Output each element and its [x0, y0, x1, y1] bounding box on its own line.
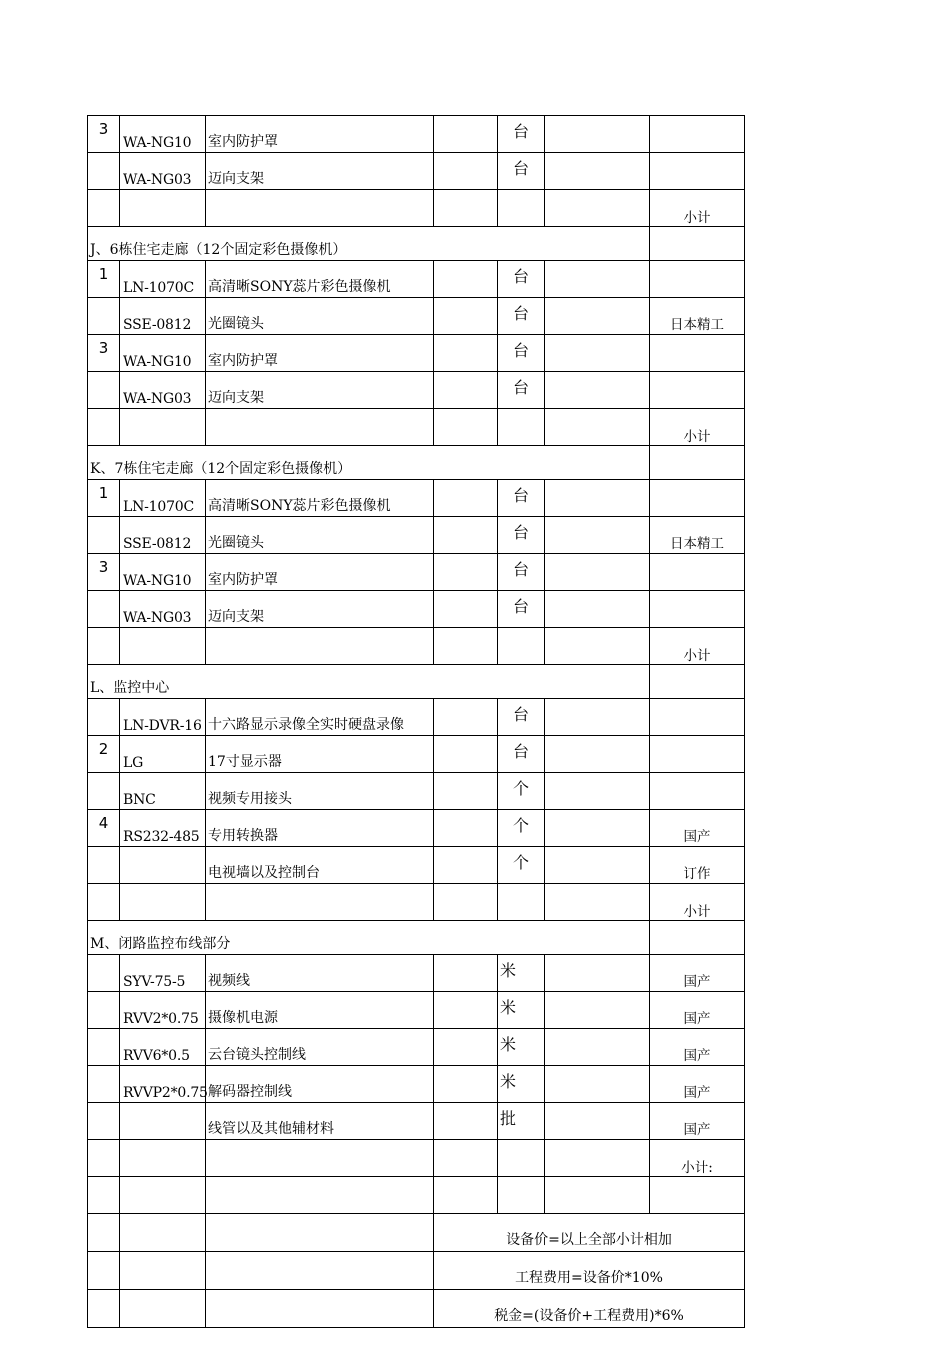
model-code-cell[interactable]: [120, 1140, 206, 1177]
price-cell[interactable]: [545, 992, 650, 1029]
model-code-cell[interactable]: SSE-0812: [120, 517, 206, 554]
note-cell[interactable]: [650, 736, 745, 773]
item-name-cell[interactable]: [206, 628, 434, 665]
item-name-cell[interactable]: 高清晰SONY蕊片彩色摄像机: [206, 261, 434, 298]
section-title[interactable]: J、6栋住宅走廊（12个固定彩色摄像机）: [88, 227, 650, 261]
item-name-cell[interactable]: 解码器控制线: [206, 1066, 434, 1103]
item-number-cell[interactable]: [88, 153, 120, 190]
price-cell[interactable]: [545, 1029, 650, 1066]
section-title[interactable]: K、7栋住宅走廊（12个固定彩色摄像机）: [88, 446, 650, 480]
formula-text[interactable]: 工程费用=设备价*10%: [434, 1252, 745, 1290]
item-number-cell[interactable]: [88, 1252, 120, 1290]
unit-cell[interactable]: 台: [498, 736, 545, 773]
quantity-cell[interactable]: [434, 773, 498, 810]
model-code-cell[interactable]: LN-1070C: [120, 261, 206, 298]
item-number-cell[interactable]: [88, 955, 120, 992]
table-row: [88, 298, 745, 335]
quantity-cell[interactable]: [434, 1177, 498, 1214]
table-row: [88, 1140, 745, 1177]
quantity-cell[interactable]: [434, 480, 498, 517]
item-name-cell[interactable]: 迈向支架: [206, 153, 434, 190]
item-name-cell[interactable]: 云台镜头控制线: [206, 1029, 434, 1066]
unit-cell[interactable]: 台: [498, 480, 545, 517]
quantity-cell[interactable]: [434, 1140, 498, 1177]
price-cell[interactable]: [545, 190, 650, 227]
quantity-cell[interactable]: [434, 409, 498, 446]
unit-cell[interactable]: 台: [498, 372, 545, 409]
note-cell[interactable]: 小计: [650, 628, 745, 665]
model-code-cell[interactable]: [120, 847, 206, 884]
table-row: [88, 810, 745, 847]
item-number-cell[interactable]: 1: [88, 261, 120, 298]
item-name-cell[interactable]: 光圈镜头: [206, 517, 434, 554]
model-code-cell[interactable]: RVV2*0.75: [120, 992, 206, 1029]
item-number-cell[interactable]: [88, 1103, 120, 1140]
price-cell[interactable]: [545, 736, 650, 773]
quantity-cell[interactable]: [434, 1066, 498, 1103]
table-row: [88, 153, 745, 190]
item-number-cell[interactable]: [88, 773, 120, 810]
table-row: [88, 773, 745, 810]
table-row: [88, 955, 745, 992]
item-name-cell[interactable]: [206, 190, 434, 227]
quantity-cell[interactable]: [434, 699, 498, 736]
note-cell[interactable]: [650, 153, 745, 190]
note-cell[interactable]: [650, 116, 745, 153]
item-name-cell[interactable]: 高清晰SONY蕊片彩色摄像机: [206, 480, 434, 517]
item-name-cell[interactable]: [206, 1252, 434, 1290]
item-number-cell[interactable]: [88, 628, 120, 665]
price-cell[interactable]: [545, 153, 650, 190]
price-cell[interactable]: [545, 335, 650, 372]
quantity-cell[interactable]: [434, 955, 498, 992]
model-code-cell[interactable]: [120, 190, 206, 227]
quantity-cell[interactable]: [434, 810, 498, 847]
price-cell[interactable]: [545, 480, 650, 517]
note-cell[interactable]: 国产: [650, 1103, 745, 1140]
item-name-cell[interactable]: 视频专用接头: [206, 773, 434, 810]
note-cell[interactable]: 日本精工: [650, 298, 745, 335]
item-number-cell[interactable]: [88, 1290, 120, 1328]
section-row: [88, 665, 745, 699]
formula-text[interactable]: 税金=(设备价+工程费用)*6%: [434, 1290, 745, 1328]
model-code-cell[interactable]: [120, 1290, 206, 1328]
item-number-cell[interactable]: [88, 591, 120, 628]
item-name-cell[interactable]: [206, 409, 434, 446]
formula-row: [88, 1290, 745, 1328]
note-cell[interactable]: [650, 1177, 745, 1214]
item-number-cell[interactable]: [88, 699, 120, 736]
quantity-cell[interactable]: [434, 591, 498, 628]
item-name-cell[interactable]: [206, 1140, 434, 1177]
price-cell[interactable]: [545, 699, 650, 736]
note-cell[interactable]: [650, 699, 745, 736]
price-cell[interactable]: [545, 1103, 650, 1140]
table-row: [88, 116, 745, 153]
note-cell[interactable]: 国产: [650, 1029, 745, 1066]
model-code-cell[interactable]: RVVP2*0.75: [120, 1066, 206, 1103]
item-number-cell[interactable]: 3: [88, 335, 120, 372]
item-number-cell[interactable]: [88, 992, 120, 1029]
quantity-cell[interactable]: [434, 298, 498, 335]
note-cell[interactable]: 日本精工: [650, 517, 745, 554]
unit-cell[interactable]: 个: [498, 847, 545, 884]
item-name-cell[interactable]: 电视墙以及控制台: [206, 847, 434, 884]
price-cell[interactable]: [545, 517, 650, 554]
unit-cell[interactable]: 台: [498, 517, 545, 554]
section-row: [88, 446, 745, 480]
item-name-cell[interactable]: [206, 1290, 434, 1328]
item-number-cell[interactable]: [88, 847, 120, 884]
price-cell[interactable]: [545, 298, 650, 335]
model-code-cell[interactable]: LN-1070C: [120, 480, 206, 517]
table-row: [88, 190, 745, 227]
model-code-cell[interactable]: WA-NG03: [120, 372, 206, 409]
price-cell[interactable]: [545, 1177, 650, 1214]
table-row: [88, 1066, 745, 1103]
quantity-cell[interactable]: [434, 116, 498, 153]
unit-cell[interactable]: [498, 190, 545, 227]
note-cell[interactable]: [650, 480, 745, 517]
note-cell[interactable]: 国产: [650, 810, 745, 847]
note-cell[interactable]: [650, 554, 745, 591]
price-cell[interactable]: [545, 261, 650, 298]
unit-cell[interactable]: 台: [498, 261, 545, 298]
item-number-cell[interactable]: [88, 1029, 120, 1066]
formula-row: [88, 1252, 745, 1290]
quantity-cell[interactable]: [434, 372, 498, 409]
model-code-cell[interactable]: RVV6*0.5: [120, 1029, 206, 1066]
item-number-cell[interactable]: [88, 884, 120, 921]
price-cell[interactable]: [545, 1066, 650, 1103]
item-name-cell[interactable]: [206, 1177, 434, 1214]
unit-cell[interactable]: [498, 1140, 545, 1177]
quantity-cell[interactable]: [434, 992, 498, 1029]
note-cell[interactable]: [650, 665, 745, 699]
unit-cell[interactable]: [498, 884, 545, 921]
table-row: [88, 554, 745, 591]
price-cell[interactable]: [545, 847, 650, 884]
model-code-cell[interactable]: WA-NG10: [120, 335, 206, 372]
table-row: [88, 480, 745, 517]
item-number-cell[interactable]: [88, 1214, 120, 1252]
note-cell[interactable]: [650, 446, 745, 480]
item-number-cell[interactable]: 4: [88, 810, 120, 847]
table-row: [88, 372, 745, 409]
price-cell[interactable]: [545, 409, 650, 446]
unit-cell[interactable]: [498, 628, 545, 665]
item-number-cell[interactable]: [88, 409, 120, 446]
quantity-cell[interactable]: [434, 884, 498, 921]
formula-row: [88, 1214, 745, 1252]
item-name-cell[interactable]: 室内防护罩: [206, 335, 434, 372]
table-row: [88, 1103, 745, 1140]
unit-cell[interactable]: 台: [498, 335, 545, 372]
item-name-cell[interactable]: 光圈镜头: [206, 298, 434, 335]
unit-cell[interactable]: 米: [498, 1066, 545, 1103]
model-code-cell[interactable]: [120, 1214, 206, 1252]
model-code-cell[interactable]: [120, 1177, 206, 1214]
item-number-cell[interactable]: [88, 190, 120, 227]
unit-cell[interactable]: 米: [498, 992, 545, 1029]
quantity-cell[interactable]: [434, 153, 498, 190]
item-name-cell[interactable]: 视频线: [206, 955, 434, 992]
model-code-cell[interactable]: WA-NG10: [120, 554, 206, 591]
section-row: [88, 921, 745, 955]
quantity-cell[interactable]: [434, 628, 498, 665]
price-cell[interactable]: [545, 554, 650, 591]
note-cell[interactable]: 国产: [650, 1066, 745, 1103]
item-number-cell[interactable]: 3: [88, 554, 120, 591]
item-number-cell[interactable]: 1: [88, 480, 120, 517]
note-cell[interactable]: [650, 227, 745, 261]
unit-cell[interactable]: 台: [498, 591, 545, 628]
unit-cell[interactable]: 台: [498, 153, 545, 190]
price-cell[interactable]: [545, 116, 650, 153]
table-row: [88, 591, 745, 628]
note-cell[interactable]: 国产: [650, 955, 745, 992]
item-name-cell[interactable]: 17寸显示器: [206, 736, 434, 773]
item-name-cell[interactable]: 迈向支架: [206, 372, 434, 409]
model-code-cell[interactable]: WA-NG03: [120, 591, 206, 628]
quantity-cell[interactable]: [434, 736, 498, 773]
table-row: [88, 992, 745, 1029]
model-code-cell[interactable]: [120, 1103, 206, 1140]
item-number-cell[interactable]: [88, 372, 120, 409]
price-cell[interactable]: [545, 372, 650, 409]
item-number-cell[interactable]: 2: [88, 736, 120, 773]
unit-cell[interactable]: [498, 1177, 545, 1214]
table-row: [88, 884, 745, 921]
table-row: [88, 409, 745, 446]
section-row: [88, 227, 745, 261]
note-cell[interactable]: [650, 372, 745, 409]
unit-cell[interactable]: 台: [498, 116, 545, 153]
item-name-cell[interactable]: 十六路显示录像全实时硬盘录像: [206, 699, 434, 736]
model-code-cell[interactable]: [120, 628, 206, 665]
item-name-cell[interactable]: 摄像机电源: [206, 992, 434, 1029]
unit-cell[interactable]: 米: [498, 955, 545, 992]
note-cell[interactable]: 小计: [650, 884, 745, 921]
item-name-cell[interactable]: 室内防护罩: [206, 554, 434, 591]
item-number-cell[interactable]: [88, 1066, 120, 1103]
model-code-cell[interactable]: LN-DVR-16: [120, 699, 206, 736]
table-row: [88, 261, 745, 298]
table-row: [88, 335, 745, 372]
quotation-table: [87, 115, 745, 1328]
price-cell[interactable]: [545, 810, 650, 847]
quantity-cell[interactable]: [434, 517, 498, 554]
note-cell[interactable]: 国产: [650, 992, 745, 1029]
price-cell[interactable]: [545, 1140, 650, 1177]
quantity-cell[interactable]: [434, 1029, 498, 1066]
price-cell[interactable]: [545, 591, 650, 628]
model-code-cell[interactable]: RS232-485: [120, 810, 206, 847]
note-cell[interactable]: [650, 773, 745, 810]
table-row: [88, 628, 745, 665]
unit-cell[interactable]: 米: [498, 1029, 545, 1066]
note-cell[interactable]: [650, 335, 745, 372]
model-code-cell[interactable]: WA-NG10: [120, 116, 206, 153]
price-cell[interactable]: [545, 884, 650, 921]
model-code-cell[interactable]: SSE-0812: [120, 298, 206, 335]
model-code-cell[interactable]: [120, 884, 206, 921]
item-name-cell[interactable]: 线管以及其他辅材料: [206, 1103, 434, 1140]
note-cell[interactable]: [650, 591, 745, 628]
model-code-cell[interactable]: BNC: [120, 773, 206, 810]
item-name-cell[interactable]: 迈向支架: [206, 591, 434, 628]
table-row: [88, 1177, 745, 1214]
table-row: [88, 699, 745, 736]
quantity-cell[interactable]: [434, 847, 498, 884]
quantity-cell[interactable]: [434, 335, 498, 372]
section-title[interactable]: L、监控中心: [88, 665, 650, 699]
note-cell[interactable]: 小计: [650, 409, 745, 446]
item-number-cell[interactable]: [88, 298, 120, 335]
price-cell[interactable]: [545, 955, 650, 992]
formula-text[interactable]: 设备价=以上全部小计相加: [434, 1214, 745, 1252]
note-cell[interactable]: 小计: [650, 190, 745, 227]
price-cell[interactable]: [545, 773, 650, 810]
unit-cell[interactable]: 批: [498, 1103, 545, 1140]
quantity-cell[interactable]: [434, 1103, 498, 1140]
unit-cell[interactable]: 个: [498, 810, 545, 847]
note-cell[interactable]: 小计:: [650, 1140, 745, 1177]
item-name-cell[interactable]: [206, 1214, 434, 1252]
price-cell[interactable]: [545, 628, 650, 665]
item-number-cell[interactable]: [88, 1140, 120, 1177]
model-code-cell[interactable]: [120, 1252, 206, 1290]
item-number-cell[interactable]: 3: [88, 116, 120, 153]
model-code-cell[interactable]: WA-NG03: [120, 153, 206, 190]
unit-cell[interactable]: 台: [498, 699, 545, 736]
table-row: [88, 1029, 745, 1066]
unit-cell[interactable]: [498, 409, 545, 446]
item-name-cell[interactable]: 室内防护罩: [206, 116, 434, 153]
quantity-cell[interactable]: [434, 554, 498, 591]
item-name-cell[interactable]: [206, 884, 434, 921]
table-row: [88, 517, 745, 554]
quantity-cell[interactable]: [434, 261, 498, 298]
item-number-cell[interactable]: [88, 1177, 120, 1214]
item-name-cell[interactable]: 专用转换器: [206, 810, 434, 847]
item-number-cell[interactable]: [88, 517, 120, 554]
table-row: [88, 736, 745, 773]
table-row: [88, 847, 745, 884]
note-cell[interactable]: [650, 921, 745, 955]
section-title[interactable]: M、闭路监控布线部分: [88, 921, 650, 955]
model-code-cell[interactable]: [120, 409, 206, 446]
note-cell[interactable]: [650, 261, 745, 298]
model-code-cell[interactable]: LG: [120, 736, 206, 773]
unit-cell[interactable]: 台: [498, 554, 545, 591]
unit-cell[interactable]: 个: [498, 773, 545, 810]
unit-cell[interactable]: 台: [498, 298, 545, 335]
model-code-cell[interactable]: SYV-75-5: [120, 955, 206, 992]
note-cell[interactable]: 订作: [650, 847, 745, 884]
quantity-cell[interactable]: [434, 190, 498, 227]
